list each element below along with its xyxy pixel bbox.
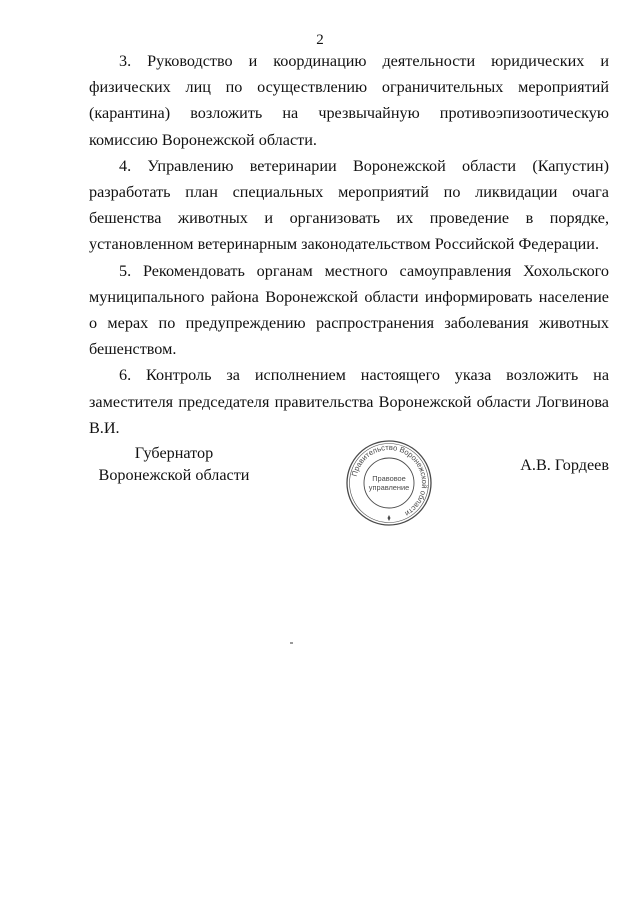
seal-star-icon [388, 515, 391, 521]
seal-center-line-2: управление [368, 483, 410, 492]
paragraph-5: 5. Рекомендовать органам местного самоуправления Хохольского муниципального района Воронежской области информировать население о мерах по предупреждению распространения заболевания животных бешенством. [89, 261, 609, 359]
signatory-title-line-2: Воронежской области [98, 466, 250, 484]
seal-ring-textpath: Правительство Воронежской области [349, 442, 430, 519]
signatory-title [89, 442, 259, 486]
seal-center-line-1: Правовое [372, 474, 406, 483]
signatory-title-line-1: Губернатор [134, 444, 214, 462]
signature-block [89, 438, 609, 528]
signatory-name: А.В. Гордеев [520, 456, 609, 474]
paragraph-3: 3. Руководство и координацию деятельности юридических и физических лиц по осуществлению ограничительных мероприятий (карантина) возложить на чрезвычайную противоэпизоотическую комиссию Воронежской области. [89, 52, 609, 149]
official-seal-stamp [344, 438, 434, 528]
paragraph-4: 4. Управлению ветеринарии Воронежской области (Капустин) разработать план специальных мероприятий по ликвидации очага бешенства животных и организовать их проведение в порядке, установленном ветеринарным законодательством Российской Федерации. [89, 156, 609, 254]
page-number: 2 [316, 32, 324, 48]
paragraph-6: 6. Контроль за исполнением настоящего указа возложить на заместителя председателя правительства Воронежской области Логвинова В.И. [89, 366, 609, 437]
document-body [89, 48, 609, 441]
scan-speck [290, 642, 293, 644]
